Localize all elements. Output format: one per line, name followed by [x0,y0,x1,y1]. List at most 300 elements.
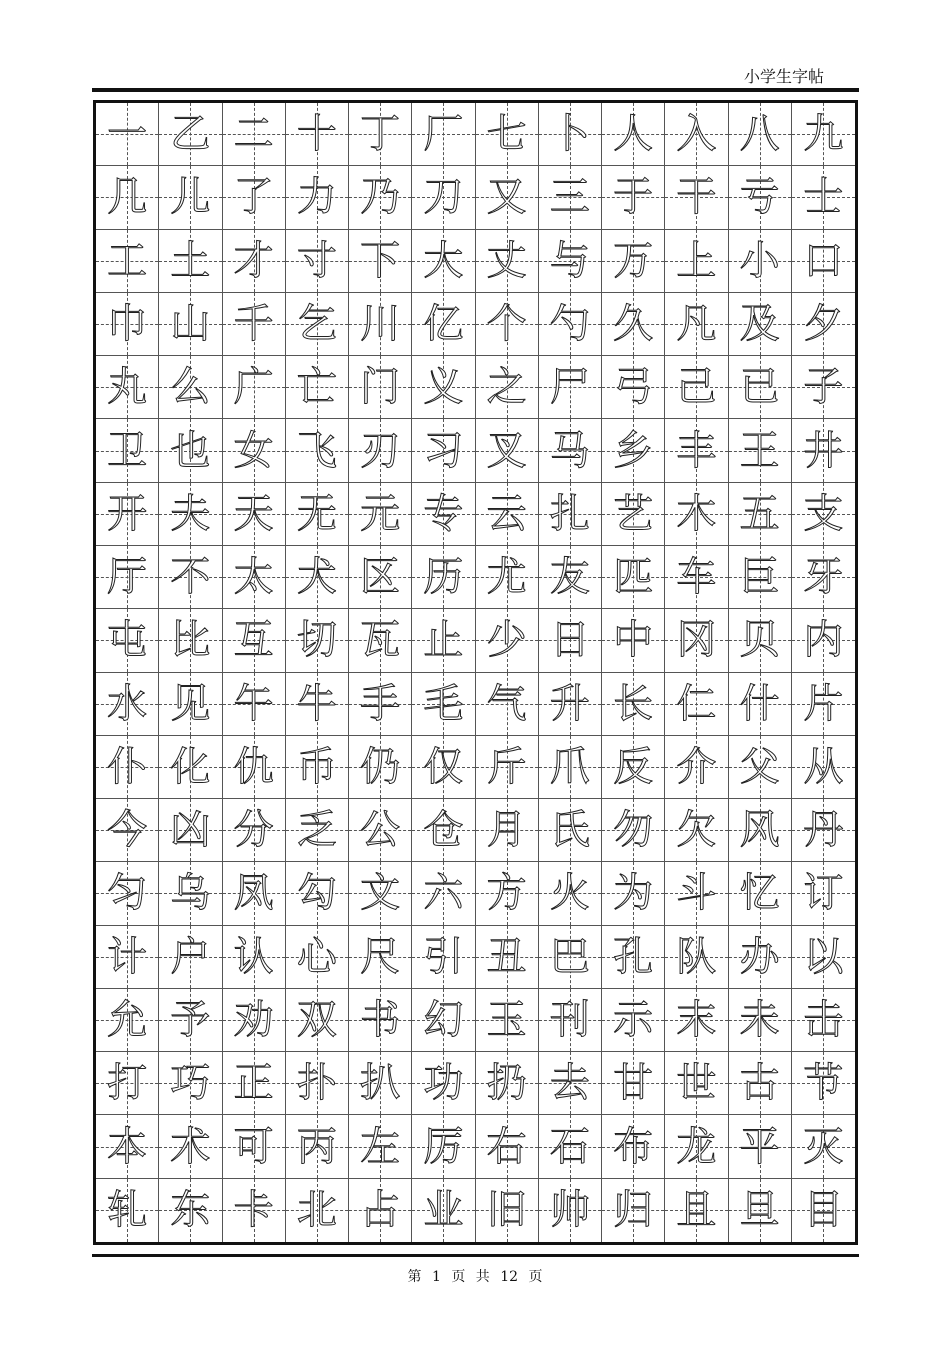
practice-character: 东 [170,1187,211,1234]
practice-character: 劝 [233,997,274,1044]
grid-cell [412,166,475,229]
grid-cell [602,673,665,736]
practice-character: 丸 [107,364,148,411]
grid-cell [96,546,159,609]
grid-cell [729,293,792,356]
practice-character: 乞 [296,300,337,347]
practice-character: 节 [803,1060,844,1107]
grid-cell [159,230,222,293]
practice-character: 反 [613,743,654,790]
grid-cell [159,103,222,166]
grid-cell [223,1179,286,1242]
grid-cell [286,230,349,293]
practice-character: 心 [296,933,337,980]
practice-character: 仍 [360,743,401,790]
practice-character: 厅 [107,554,148,601]
grid-cell [286,546,349,609]
grid-cell [792,736,855,799]
practice-character: 左 [360,1123,401,1170]
practice-character: 太 [233,554,274,601]
practice-character: 世 [676,1060,717,1107]
grid-cell [792,989,855,1052]
grid-cell [349,673,412,736]
practice-character: 可 [233,1123,274,1170]
grid-cell [159,419,222,482]
practice-character: 巾 [107,300,148,347]
practice-character: 叉 [486,427,527,474]
grid-cell [159,356,222,419]
practice-character: 飞 [296,427,337,474]
practice-character: 冈 [676,617,717,664]
practice-character: 亏 [739,174,780,221]
grid-cell [539,293,602,356]
practice-character: 历 [423,554,464,601]
practice-character: 又 [486,174,527,221]
practice-character: 忆 [739,870,780,917]
grid-cell [729,419,792,482]
practice-character: 欠 [676,807,717,854]
practice-character: 允 [107,997,148,1044]
grid-cell [412,483,475,546]
practice-character: 士 [803,174,844,221]
practice-character: 寸 [296,237,337,284]
grid-cell [349,293,412,356]
grid-cell [539,1179,602,1242]
grid-cell [96,609,159,672]
grid-cell [223,483,286,546]
practice-character: 予 [170,997,211,1044]
practice-character: 六 [423,870,464,917]
grid-cell [792,483,855,546]
grid-cell [476,1179,539,1242]
practice-character: 分 [233,807,274,854]
grid-cell [412,1115,475,1178]
grid-cell [539,230,602,293]
practice-character: 小 [739,237,780,284]
grid-cell [223,103,286,166]
practice-character: 凡 [676,300,717,347]
grid-cell [476,989,539,1052]
practice-character: 勿 [613,807,654,854]
practice-character: 亿 [423,300,464,347]
practice-character: 也 [170,427,211,474]
grid-cell [792,673,855,736]
grid-cell [223,926,286,989]
grid-cell [665,609,728,672]
footer-prefix: 第 [407,1269,422,1285]
practice-character: 办 [739,933,780,980]
grid-cell [349,799,412,862]
practice-character: 十 [296,111,337,158]
practice-character: 布 [613,1123,654,1170]
practice-character: 方 [486,870,527,917]
grid-cell [729,1052,792,1115]
grid-cell [96,166,159,229]
practice-character: 勾 [296,870,337,917]
grid-cell [159,989,222,1052]
practice-character: 口 [803,237,844,284]
grid-cell [223,609,286,672]
practice-character: 儿 [170,174,211,221]
practice-character: 了 [233,174,274,221]
grid-cell [729,1115,792,1178]
practice-character: 卫 [107,427,148,474]
grid-cell [96,419,159,482]
practice-character: 刃 [360,427,401,474]
grid-cell [476,419,539,482]
practice-character: 古 [739,1060,780,1107]
grid-cell [792,230,855,293]
practice-character: 归 [613,1187,654,1234]
practice-character: 爪 [549,743,590,790]
grid-cell [223,799,286,862]
practice-character: 么 [170,364,211,411]
grid-cell [792,166,855,229]
footer-total-pages: 12 [500,1269,519,1285]
grid-cell [96,483,159,546]
practice-character: 支 [803,490,844,537]
practice-character: 区 [360,554,401,601]
practice-character: 夕 [803,300,844,347]
grid-cell [476,483,539,546]
grid-cell [729,926,792,989]
grid-cell [729,736,792,799]
grid-cell [792,419,855,482]
practice-character: 功 [423,1060,464,1107]
practice-character: 比 [170,617,211,664]
grid-cell [792,926,855,989]
grid-cell [792,103,855,166]
practice-character: 轧 [107,1187,148,1234]
practice-character: 仓 [423,807,464,854]
practice-character: 尸 [549,364,590,411]
practice-character: 个 [486,300,527,347]
footer-mid1: 页 [451,1269,466,1285]
practice-character: 木 [676,490,717,537]
practice-character: 干 [676,174,717,221]
grid-cell [286,926,349,989]
grid-cell [412,609,475,672]
grid-cell [729,546,792,609]
grid-cell [665,419,728,482]
practice-character: 今 [107,807,148,854]
practice-character: 仆 [107,743,148,790]
grid-cell [286,673,349,736]
practice-character: 为 [613,870,654,917]
practice-character: 尺 [360,933,401,980]
grid-cell [349,103,412,166]
practice-character: 孔 [613,933,654,980]
grid-cell [476,230,539,293]
grid-cell [729,356,792,419]
grid-cell [476,926,539,989]
practice-character: 大 [423,237,464,284]
grid-cell [476,736,539,799]
grid-cell [602,103,665,166]
grid-cell [665,799,728,862]
grid-cell [96,989,159,1052]
practice-character: 女 [233,427,274,474]
grid-cell [539,1052,602,1115]
practice-character: 土 [170,237,211,284]
grid-cell [349,166,412,229]
grid-cell [539,166,602,229]
grid-cell [412,673,475,736]
practice-character: 计 [107,933,148,980]
grid-cell [665,166,728,229]
grid-cell [349,1179,412,1242]
page-footer [0,1266,950,1286]
grid-cell [349,862,412,925]
practice-character: 与 [549,237,590,284]
practice-character: 介 [676,743,717,790]
practice-character: 车 [676,554,717,601]
grid-cell [729,166,792,229]
grid-cell [729,799,792,862]
practice-character: 正 [233,1060,274,1107]
practice-character: 丹 [803,807,844,854]
grid-cell [665,926,728,989]
grid-cell [96,230,159,293]
practice-character: 扑 [296,1060,337,1107]
grid-cell [602,419,665,482]
grid-cell [602,546,665,609]
grid-cell [286,1115,349,1178]
practice-character: 文 [360,870,401,917]
practice-character: 斗 [676,870,717,917]
grid-cell [665,230,728,293]
practice-character: 引 [423,933,464,980]
practice-character: 刀 [423,174,464,221]
practice-character: 巧 [170,1060,211,1107]
practice-character: 见 [170,680,211,727]
grid-cell [729,230,792,293]
practice-character: 长 [613,680,654,727]
grid-cell [602,736,665,799]
grid-cell [665,293,728,356]
practice-character: 牙 [803,554,844,601]
practice-character: 右 [486,1123,527,1170]
practice-character: 不 [170,554,211,601]
practice-character: 二 [233,111,274,158]
practice-character: 刊 [549,997,590,1044]
grid-cell [349,1115,412,1178]
grid-cell [665,1115,728,1178]
practice-character: 从 [803,743,844,790]
practice-character: 玉 [486,997,527,1044]
footer-suffix: 页 [528,1269,543,1285]
practice-character: 午 [233,680,274,727]
practice-character: 力 [296,174,337,221]
practice-character: 仇 [233,743,274,790]
practice-character: 打 [107,1060,148,1107]
practice-character: 三 [549,174,590,221]
practice-character: 八 [739,111,780,158]
practice-character: 水 [107,680,148,727]
grid-cell [602,1179,665,1242]
practice-character: 仁 [676,680,717,727]
grid-cell [159,293,222,356]
practice-character: 乡 [613,427,654,474]
practice-character: 王 [739,427,780,474]
grid-cell [223,673,286,736]
practice-character: 扔 [486,1060,527,1107]
practice-character: 扒 [360,1060,401,1107]
grid-cell [286,293,349,356]
practice-character: 门 [360,364,401,411]
grid-cell [792,293,855,356]
grid-cell [539,483,602,546]
practice-character: 以 [803,933,844,980]
practice-character: 幻 [423,997,464,1044]
grid-cell [223,546,286,609]
practice-character: 入 [676,111,717,158]
practice-character: 尤 [486,554,527,601]
grid-cell [729,103,792,166]
practice-character: 万 [613,237,654,284]
grid-cell [665,1179,728,1242]
practice-character: 子 [803,364,844,411]
practice-character: 乙 [170,111,211,158]
practice-character: 气 [486,680,527,727]
grid-cell [665,483,728,546]
practice-character: 及 [739,300,780,347]
grid-cell [665,546,728,609]
practice-character: 手 [360,680,401,727]
practice-character: 匀 [107,870,148,917]
practice-character: 认 [233,933,274,980]
grid-cell [665,862,728,925]
grid-cell [602,230,665,293]
practice-character: 平 [739,1123,780,1170]
practice-character: 云 [486,490,527,537]
grid-cell [476,546,539,609]
grid-cell [412,736,475,799]
footer-rule [92,1254,859,1257]
practice-character: 父 [739,743,780,790]
grid-cell [223,1115,286,1178]
practice-character: 天 [233,490,274,537]
practice-character: 己 [676,364,717,411]
grid-cell [159,166,222,229]
grid-cell [349,926,412,989]
practice-character: 队 [676,933,717,980]
practice-character: 切 [296,617,337,664]
grid-cell [96,103,159,166]
grid-cell [223,230,286,293]
grid-cell [665,1052,728,1115]
practice-character: 占 [360,1187,401,1234]
practice-character: 业 [423,1187,464,1234]
grid-cell [539,356,602,419]
practice-character: 石 [549,1123,590,1170]
practice-character: 五 [739,490,780,537]
grid-cell [792,1052,855,1115]
practice-character: 订 [803,870,844,917]
grid-cell [412,546,475,609]
practice-character: 中 [613,617,654,664]
practice-character: 卡 [233,1187,274,1234]
grid-cell [602,926,665,989]
grid-cell [476,293,539,356]
practice-character: 艺 [613,490,654,537]
grid-cell [159,862,222,925]
practice-character: 双 [296,997,337,1044]
grid-cell [96,1052,159,1115]
practice-character: 毛 [423,680,464,727]
grid-cell [412,356,475,419]
practice-character: 屯 [107,617,148,664]
grid-cell [476,673,539,736]
grid-cell [602,862,665,925]
practice-character: 山 [170,300,211,347]
practice-character: 川 [360,300,401,347]
practice-character: 旧 [486,1187,527,1234]
practice-character: 井 [803,427,844,474]
grid-cell [349,1052,412,1115]
practice-character: 广 [233,364,274,411]
practice-character: 示 [613,997,654,1044]
grid-cell [792,1179,855,1242]
grid-cell [223,356,286,419]
practice-character: 什 [739,680,780,727]
practice-character: 北 [296,1187,337,1234]
practice-character: 化 [170,743,211,790]
practice-character: 甘 [613,1060,654,1107]
grid-cell [159,1179,222,1242]
practice-character: 丰 [676,427,717,474]
grid-cell [96,356,159,419]
grid-cell [349,546,412,609]
practice-character: 且 [676,1187,717,1234]
grid-cell [602,1115,665,1178]
grid-cell [412,230,475,293]
grid-cell [96,736,159,799]
practice-character: 斤 [486,743,527,790]
grid-cell [159,1052,222,1115]
practice-character: 丈 [486,237,527,284]
grid-cell [539,1115,602,1178]
header-rule [92,88,859,92]
grid-cell [539,609,602,672]
practice-character: 匹 [613,554,654,601]
grid-cell [412,419,475,482]
grid-cell [476,166,539,229]
practice-character: 厉 [423,1123,464,1170]
grid-cell [476,799,539,862]
grid-cell [476,356,539,419]
grid-cell [286,862,349,925]
practice-character: 九 [803,111,844,158]
practice-character: 本 [107,1123,148,1170]
grid-cell [96,799,159,862]
grid-cell [476,103,539,166]
practice-character: 习 [423,427,464,474]
grid-cell [286,1179,349,1242]
practice-character: 击 [803,997,844,1044]
grid-cell [159,546,222,609]
practice-character: 少 [486,617,527,664]
grid-cell [539,736,602,799]
practice-character: 义 [423,364,464,411]
practice-character: 风 [739,807,780,854]
grid-cell [159,1115,222,1178]
grid-cell [539,546,602,609]
grid-cell [539,926,602,989]
practice-character: 上 [676,237,717,284]
practice-character: 书 [360,997,401,1044]
grid-cell [223,989,286,1052]
